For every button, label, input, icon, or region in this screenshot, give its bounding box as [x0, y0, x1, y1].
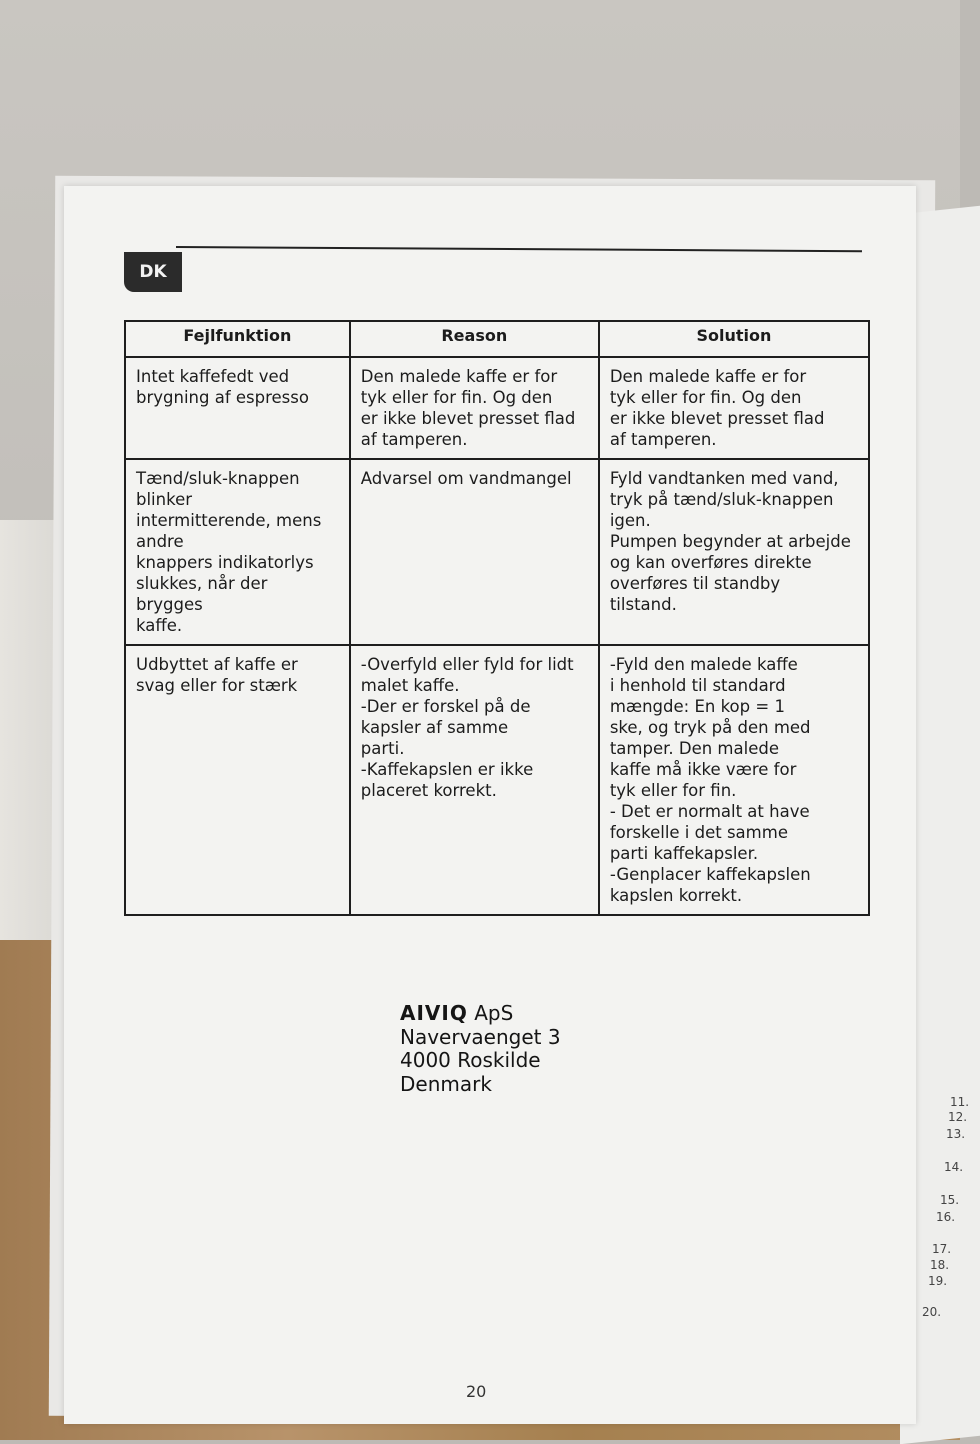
adjacent-page-number: 15.	[940, 1193, 960, 1207]
column-header-reason: Reason	[350, 321, 599, 357]
adjacent-page-number: 20.	[922, 1305, 942, 1319]
language-badge: DK	[124, 252, 182, 292]
reason-cell: -Overfyld eller fyld for lidt malet kaffe. -Der er forskel på de kapsler af samme parti. -Kaffekapslen er ikke placeret korrekt.	[350, 645, 599, 915]
adjacent-page-number: 16.	[936, 1210, 956, 1224]
reason-cell: Advarsel om vandmangel	[350, 459, 599, 645]
page-number: 20	[466, 1382, 487, 1401]
column-header-solution: Solution	[599, 321, 869, 357]
address-city: 4000 Roskilde	[400, 1048, 541, 1072]
column-header-fault: Fejlfunktion	[125, 321, 350, 357]
brand-logo: AIVIQ	[400, 1001, 468, 1025]
adjacent-page-number: 17.	[932, 1242, 952, 1256]
table-row	[125, 459, 869, 645]
company-name	[400, 1002, 561, 1026]
fault-cell: Tænd/sluk-knappen blinker intermitterende, mens andre knappers indikatorlys slukkes, når der brygges kaffe.	[125, 459, 350, 645]
table-header-row	[125, 321, 869, 357]
table-row	[125, 645, 869, 915]
solution-cell: Den malede kaffe er for tyk eller for fin. Og den er ikke blevet presset flad af tamperen.	[599, 357, 869, 459]
address-street: Navervaenget 3	[400, 1024, 561, 1049]
solution-cell: -Fyld den malede kaffe i henhold til standard mængde: En kop = 1 ske, og tryk på den med tamper. Den malede kaffe må ikke være for tyk eller for fin. - Det er normalt at have forskelle i det samme parti kaffekapsler. -Genplacer kaffekapslen kapslen korrekt.	[599, 645, 869, 915]
fault-cell: Intet kaffefedt ved brygning af espresso	[125, 357, 350, 459]
company-suffix: ApS	[474, 1001, 514, 1025]
adjacent-page-number: 12.	[948, 1110, 968, 1124]
adjacent-page-number: 14.	[944, 1160, 964, 1174]
adjacent-page-number: 13.	[946, 1127, 966, 1141]
table-row	[125, 357, 869, 459]
fault-cell: Udbyttet af kaffe er svag eller for stærk	[125, 645, 350, 915]
address-country: Denmark	[400, 1071, 492, 1096]
troubleshooting-table	[124, 320, 870, 916]
adjacent-page-number: 18.	[930, 1258, 950, 1272]
adjacent-page-number: 11.	[950, 1095, 970, 1109]
solution-cell: Fyld vandtanken med vand, tryk på tænd/sluk-knappen igen. Pumpen begynder at arbejde og kan overføres direkte overføres til standby tilstand.	[599, 459, 869, 645]
reason-cell: Den malede kaffe er for tyk eller for fin. Og den er ikke blevet presset flad af tamperen.	[350, 357, 599, 459]
adjacent-page-number: 19.	[928, 1274, 948, 1288]
company-address	[400, 1002, 561, 1096]
